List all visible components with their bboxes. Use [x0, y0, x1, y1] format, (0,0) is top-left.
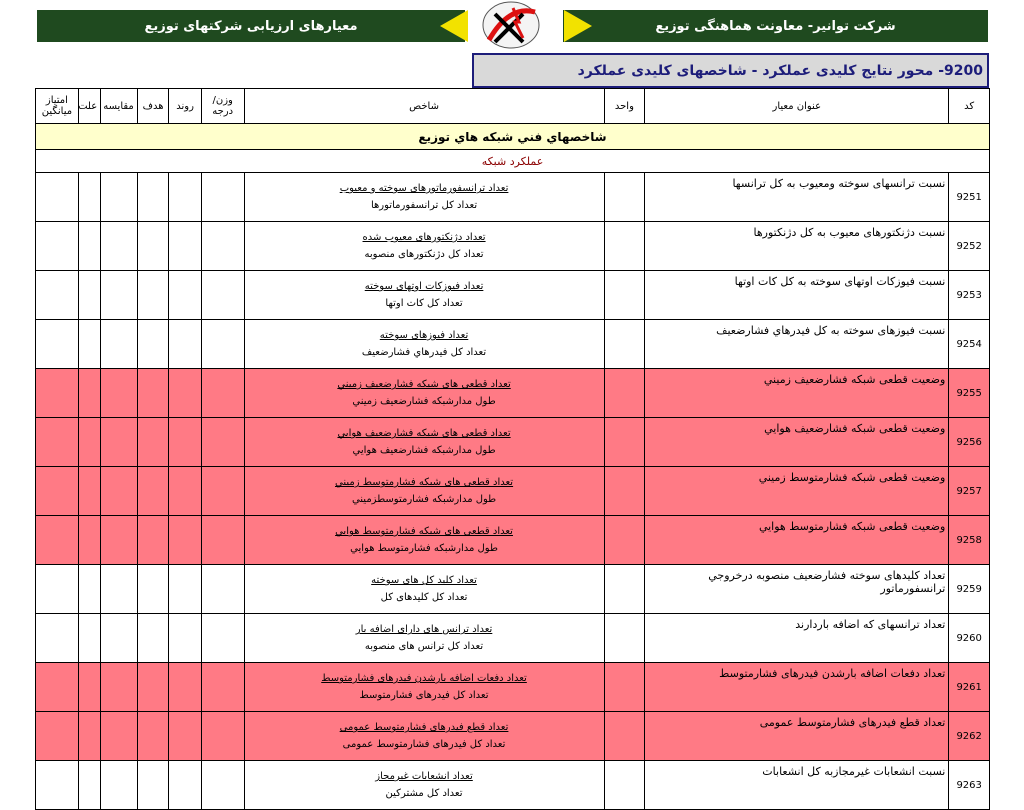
indicator-denominator: تعداد كل دژنكتورهای منصوبه	[364, 249, 484, 260]
row-weight	[201, 369, 244, 418]
row-indicator	[244, 712, 604, 761]
row-weight	[201, 712, 244, 761]
row-indicator	[244, 467, 604, 516]
row-title: وضعيت قطعی شبكه فشارمتوسط زميني	[645, 467, 949, 516]
row-code: 9257	[949, 467, 990, 516]
row-cause	[78, 222, 100, 271]
row-target	[137, 516, 169, 565]
row-unit	[604, 222, 645, 271]
row-indicator	[244, 369, 604, 418]
col-code: کد	[949, 89, 990, 124]
col-weight: وزن/ درجه	[201, 89, 244, 124]
row-unit	[604, 565, 645, 614]
row-trend	[169, 663, 202, 712]
row-indicator	[244, 320, 604, 369]
table-row	[36, 369, 990, 418]
row-compare	[101, 614, 138, 663]
row-weight	[201, 173, 244, 222]
indicator-numerator: تعداد قطعی های شبكه فشارمتوسط زميني	[334, 477, 514, 488]
row-unit	[604, 663, 645, 712]
row-compare	[101, 222, 138, 271]
indicator-denominator: تعداد كل ترانسفورماتورها	[370, 200, 478, 211]
row-indicator	[244, 663, 604, 712]
indicator-numerator: تعداد دژنكتورهای معيوب شده	[362, 232, 486, 243]
row-title: تعداد دفعات اضافه بارشدن فيدرهای فشارمتوسط	[645, 663, 949, 712]
row-unit	[604, 614, 645, 663]
row-weight	[201, 565, 244, 614]
table-row	[36, 712, 990, 761]
row-target	[137, 173, 169, 222]
row-indicator	[244, 614, 604, 663]
col-cause: علت	[78, 89, 100, 124]
indicator-numerator: تعداد قطعی های شبكه فشارضعيف هوايي	[337, 428, 511, 439]
company-logo-icon	[479, 0, 543, 50]
row-unit	[604, 173, 645, 222]
row-unit	[604, 712, 645, 761]
row-compare	[101, 663, 138, 712]
row-title: نسبت فیوزکات اوتهای سوخته به کل کات اوتها	[645, 271, 949, 320]
header-bar-left	[37, 10, 465, 42]
section-title: شاخصهاي فني شبكه هاي توزيع	[36, 124, 990, 150]
table-row	[36, 418, 990, 467]
row-score	[36, 173, 79, 222]
row-unit	[604, 418, 645, 467]
row-code: 9260	[949, 614, 990, 663]
indicator-denominator: تعداد كل فيدرهای فشارمتوسط عمومی	[342, 739, 506, 750]
row-weight	[201, 614, 244, 663]
indicator-numerator: تعداد دفعات اضافه بارشدن فيدرهای فشارمتوسط	[321, 673, 527, 684]
row-trend	[169, 173, 202, 222]
header-right-text: شرکت توانیر- معاونت هماهنگی توزیع	[655, 18, 896, 34]
indicator-numerator: تعداد قطعی های شبكه فشارمتوسط هوايي	[335, 526, 513, 537]
row-compare	[101, 173, 138, 222]
row-title: نسبت انشعابات غیرمجازبه کل انشعابات	[645, 761, 949, 810]
col-score: امتیاز میانگین	[36, 89, 79, 124]
row-trend	[169, 320, 202, 369]
row-indicator	[244, 565, 604, 614]
row-code: 9251	[949, 173, 990, 222]
row-score	[36, 467, 79, 516]
row-trend	[169, 712, 202, 761]
row-score	[36, 271, 79, 320]
row-score	[36, 320, 79, 369]
row-compare	[101, 320, 138, 369]
indicator-denominator: طول مدارشبكه فشارضعيف هوايي	[352, 445, 496, 456]
row-title: تعداد قطع فيدرهای فشارمتوسط عمومی	[645, 712, 949, 761]
row-weight	[201, 418, 244, 467]
indicator-denominator: طول مدارشبكه فشارمتوسط هوايي	[350, 543, 498, 554]
row-compare	[101, 271, 138, 320]
header-bar-right	[563, 10, 988, 42]
col-indicator: شاخص	[244, 89, 604, 124]
row-trend	[169, 565, 202, 614]
table-header-row	[36, 89, 990, 124]
row-title: وضعيت قطعی شبكه فشارضعيف هوايي	[645, 418, 949, 467]
row-compare	[101, 712, 138, 761]
row-target	[137, 467, 169, 516]
row-weight	[201, 271, 244, 320]
row-code: 9255	[949, 369, 990, 418]
row-cause	[78, 418, 100, 467]
indicator-numerator: تعداد كليد كل های سوخته	[371, 575, 477, 586]
col-target: هدف	[137, 89, 169, 124]
row-cause	[78, 320, 100, 369]
row-indicator	[244, 173, 604, 222]
row-target	[137, 712, 169, 761]
row-code: 9259	[949, 565, 990, 614]
row-code: 9258	[949, 516, 990, 565]
col-compare: مقايسه	[101, 89, 138, 124]
row-code: 9261	[949, 663, 990, 712]
row-target	[137, 614, 169, 663]
row-indicator	[244, 222, 604, 271]
row-weight	[201, 516, 244, 565]
row-cause	[78, 712, 100, 761]
row-score	[36, 418, 79, 467]
row-title: وضعيت قطعی شبكه فشارضعيف زميني	[645, 369, 949, 418]
indicator-numerator: تعداد انشعابات غیرمجاز	[375, 771, 473, 782]
row-trend	[169, 369, 202, 418]
subsection-row	[36, 150, 990, 173]
row-title: نسبت دژنكتورهای معيوب به کل دژنكتورها	[645, 222, 949, 271]
indicator-denominator: طول مدارشبكه فشارمتوسطزميني	[351, 494, 497, 505]
row-compare	[101, 565, 138, 614]
row-cause	[78, 516, 100, 565]
col-trend: روند	[169, 89, 202, 124]
indicator-denominator: تعداد کل کات اوتها	[385, 298, 463, 309]
indicator-numerator: تعداد قطع فيدرهای فشارمتوسط عمومی	[339, 722, 509, 733]
indicator-numerator: تعداد فیوزکات اوتهای سوخته	[364, 281, 484, 292]
criteria-table	[35, 88, 990, 810]
row-title: تعداد کلیدهای سوخته فشارضعیف منصوبه درخروجي ترانسفورماتور	[645, 565, 949, 614]
row-code: 9262	[949, 712, 990, 761]
row-target	[137, 320, 169, 369]
table-row	[36, 222, 990, 271]
row-unit	[604, 369, 645, 418]
row-weight	[201, 320, 244, 369]
row-trend	[169, 467, 202, 516]
row-cause	[78, 173, 100, 222]
row-unit	[604, 467, 645, 516]
row-weight	[201, 467, 244, 516]
row-indicator	[244, 271, 604, 320]
row-compare	[101, 418, 138, 467]
indicator-denominator: تعداد كل فيدرهای فشارمتوسط	[359, 690, 489, 701]
table-row	[36, 320, 990, 369]
table-row	[36, 663, 990, 712]
page-title: 9200- محور نتايج كليدی عملكرد - شاخصهای کلیدی عملكرد	[472, 53, 989, 88]
row-trend	[169, 271, 202, 320]
indicator-denominator: تعداد کل مشترکین	[385, 788, 463, 799]
row-unit	[604, 320, 645, 369]
indicator-numerator: تعداد فيوزهای سوخته	[379, 330, 469, 341]
row-title: تعداد ترانسهای که اضافه باردارند	[645, 614, 949, 663]
row-target	[137, 663, 169, 712]
row-score	[36, 663, 79, 712]
table-row	[36, 467, 990, 516]
row-cause	[78, 271, 100, 320]
row-weight	[201, 222, 244, 271]
row-score	[36, 712, 79, 761]
row-code: 9252	[949, 222, 990, 271]
col-unit: واحد	[604, 89, 645, 124]
col-title: عنوان معيار	[645, 89, 949, 124]
row-compare	[101, 467, 138, 516]
row-score	[36, 614, 79, 663]
row-score	[36, 222, 79, 271]
table-row	[36, 173, 990, 222]
table-row	[36, 271, 990, 320]
row-title: وضعيت قطعی شبكه فشارمتوسط هوايي	[645, 516, 949, 565]
row-title: نسبت ترانسهای سوخته ومعيوب به کل ترانسها	[645, 173, 949, 222]
indicator-denominator: تعداد كل فيدرهاي فشارضعيف	[361, 347, 487, 358]
row-trend	[169, 614, 202, 663]
row-trend	[169, 222, 202, 271]
row-target	[137, 418, 169, 467]
row-cause	[78, 663, 100, 712]
header-left-text: معیارهای ارزیابی شرکتهای توزیع	[144, 18, 358, 34]
row-score	[36, 369, 79, 418]
row-unit	[604, 271, 645, 320]
arrow-left-icon	[440, 10, 468, 42]
row-target	[137, 222, 169, 271]
indicator-denominator: طول مدارشبكه فشارضعيف زميني	[352, 396, 496, 407]
row-compare	[101, 369, 138, 418]
row-target	[137, 565, 169, 614]
row-code: 9254	[949, 320, 990, 369]
row-trend	[169, 516, 202, 565]
row-target	[137, 369, 169, 418]
table-row	[36, 565, 990, 614]
row-code: 9253	[949, 271, 990, 320]
row-unit	[604, 516, 645, 565]
subsection-title: عملکرد شبکه	[36, 150, 990, 173]
row-title: نسبت فیوزهای سوخته به کل فيدرهاي فشارضعيف	[645, 320, 949, 369]
row-code: 9256	[949, 418, 990, 467]
row-trend	[169, 418, 202, 467]
indicator-denominator: تعداد کل کلیدهای کل	[380, 592, 468, 603]
row-cause	[78, 614, 100, 663]
indicator-numerator: تعداد قطعی های شبكه فشارضعيف زميني	[337, 379, 511, 390]
row-target	[137, 271, 169, 320]
row-indicator	[244, 418, 604, 467]
section-row	[36, 124, 990, 150]
row-cause	[78, 369, 100, 418]
row-code: 9263	[949, 761, 990, 810]
table-row	[36, 614, 990, 663]
table-row	[36, 516, 990, 565]
row-cause	[78, 467, 100, 516]
indicator-numerator: تعداد ترانسفورماتورهای سوخته و معيوب	[339, 183, 509, 194]
row-compare	[101, 516, 138, 565]
indicator-numerator: تعداد ترانس های دارای اضافه بار	[355, 624, 493, 635]
row-score	[36, 516, 79, 565]
indicator-denominator: تعداد كل ترانس های منصوبه	[364, 641, 484, 652]
row-score	[36, 565, 79, 614]
arrow-right-icon	[564, 10, 592, 42]
row-cause	[78, 565, 100, 614]
row-weight	[201, 663, 244, 712]
row-indicator	[244, 516, 604, 565]
